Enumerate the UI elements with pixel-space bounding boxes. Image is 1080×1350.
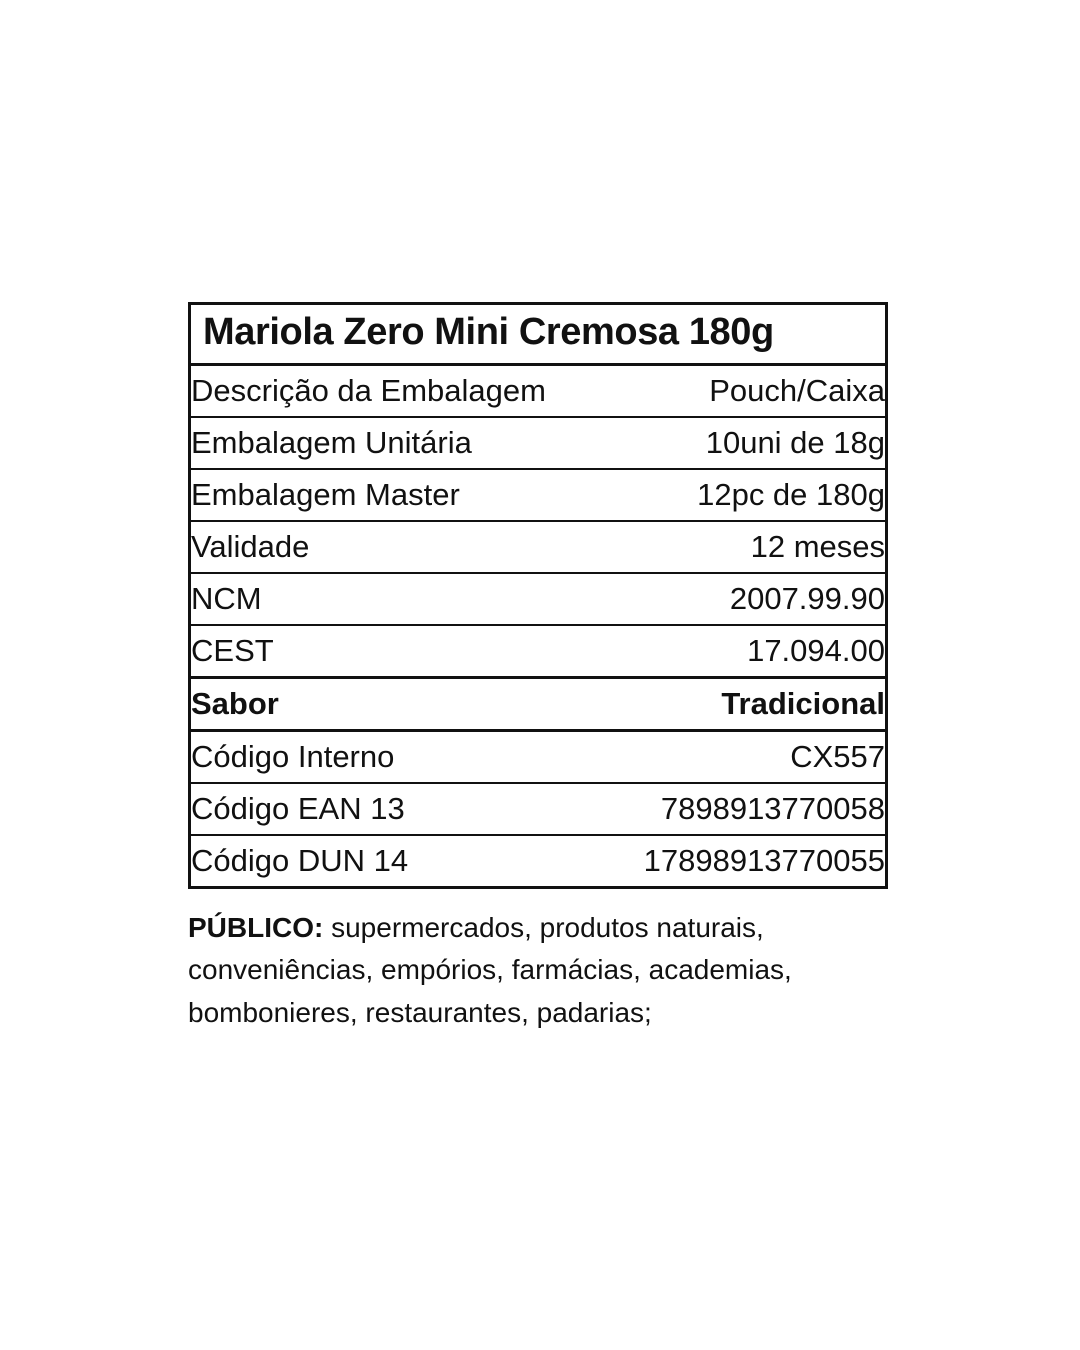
spec-label: Sabor [190, 677, 539, 730]
spec-label: Descrição da Embalagem [190, 364, 539, 417]
spec-label: Código Interno [190, 730, 539, 783]
table-row [190, 521, 887, 573]
spec-table-body [190, 304, 887, 888]
product-spec-sheet [188, 302, 888, 1063]
spec-label: Validade [190, 521, 539, 573]
table-row [190, 469, 887, 521]
spec-value: 17898913770055 [643, 842, 885, 878]
spec-label: Código EAN 13 [190, 783, 539, 835]
table-row-flavor [190, 677, 887, 730]
product-title-row [190, 304, 887, 365]
table-row [190, 835, 887, 888]
spec-value: CX557 [538, 730, 887, 783]
table-row [190, 573, 887, 625]
table-row [190, 730, 887, 783]
spec-value: 17.094.00 [538, 625, 887, 678]
table-row [190, 364, 887, 417]
spec-value: 7898913770058 [538, 783, 887, 835]
spec-value: 10uni de 18g [538, 417, 887, 469]
spec-value: 12pc de 180g [538, 469, 887, 521]
table-row [190, 625, 887, 678]
table-row [190, 417, 887, 469]
spec-label: Embalagem Unitária [190, 417, 539, 469]
audience-label: PÚBLICO: [188, 911, 324, 943]
audience-note [188, 907, 878, 1035]
spec-label: NCM [190, 573, 539, 625]
product-title: Mariola Zero Mini Cremosa 180g [203, 311, 774, 353]
spec-value: Tradicional [538, 677, 887, 730]
spec-label: Embalagem Master [190, 469, 539, 521]
audience-text: supermercados, produtos naturais, conveniências, empórios, farmácias, academias, bombonieres, restaurantes, padarias; [188, 911, 792, 1028]
spec-value: 12 meses [538, 521, 887, 573]
spec-value: 2007.99.90 [538, 573, 887, 625]
product-title-cell [190, 304, 887, 365]
spec-label: CEST [190, 625, 539, 678]
spec-label: Código DUN 14 [191, 842, 409, 878]
spec-value: Pouch/Caixa [538, 364, 887, 417]
product-spec-table [188, 302, 888, 889]
table-row [190, 783, 887, 835]
